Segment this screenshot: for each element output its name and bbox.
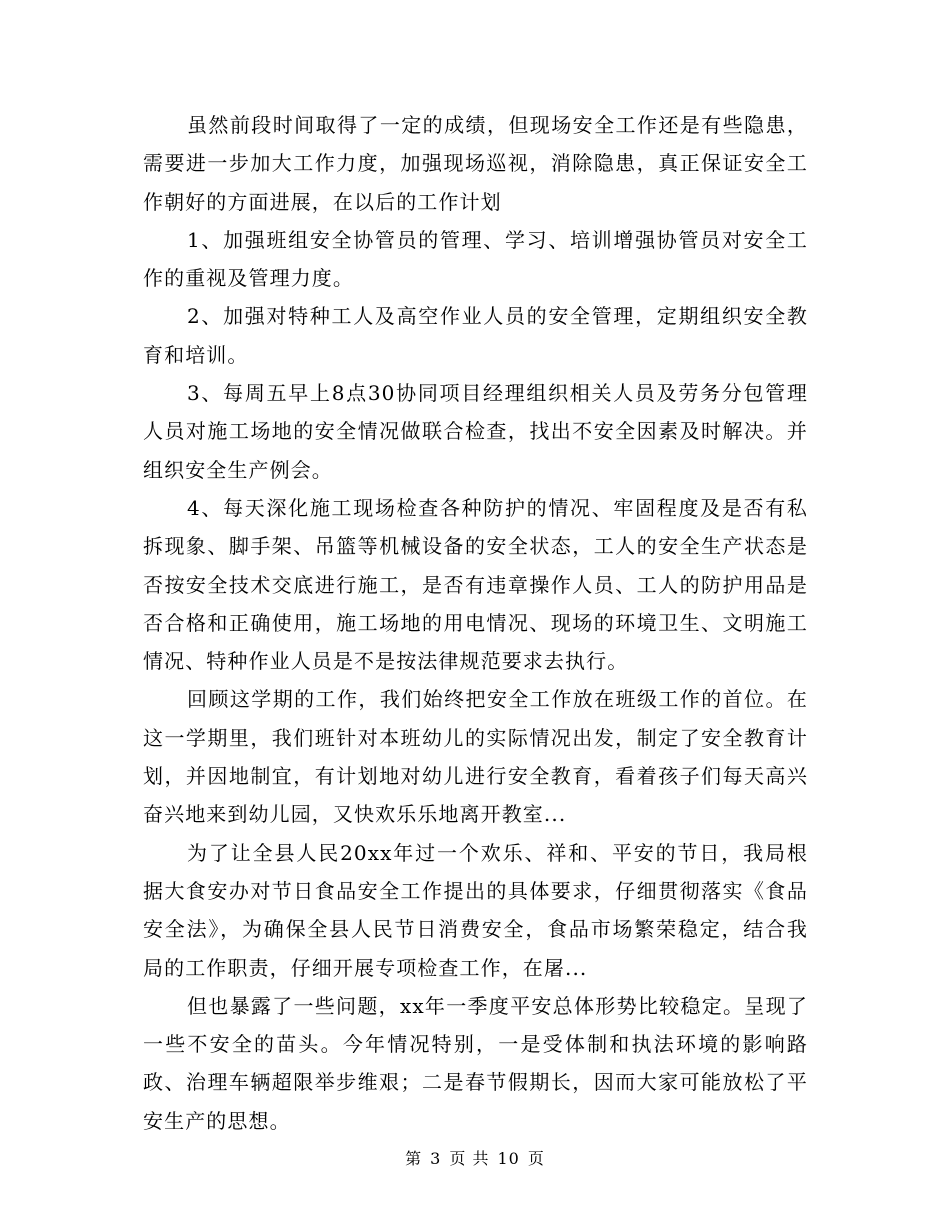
current-page-number: 3 (430, 1149, 442, 1168)
document-body (143, 106, 808, 1140)
paragraph-semester-review: 回顾这学期的工作，我们始终把安全工作放在班级工作的首位。在这一学期里，我们班针对本班幼儿的实际情况出发，制定了安全教育计划，并因地制宜，有计划地对幼儿进行安全教育，看着孩子们每天高兴奋兴地来到幼儿园，又快欢乐乐地离开教室... (143, 687, 808, 827)
page-number-suffix: 页 (527, 1149, 545, 1168)
page-number-prefix: 第 (405, 1149, 423, 1168)
page-footer (0, 1146, 950, 1169)
paragraph-safety-intro: 虽然前段时间取得了一定的成绩，但现场安全工作还是有些隐患，需要进一步加大工作力度，加强现场巡视，消除隐患，真正保证安全工作朝好的方面进展，在以后的工作计划 (143, 113, 808, 214)
paragraph-item-3: 3、每周五早上8点30协同项目经理组织相关人员及劳务分包管理人员对施工场地的安全情况做联合检查，找出不安全因素及时解决。并组织安全生产例会。 (143, 381, 808, 482)
paragraph-item-2: 2、加强对特种工人及高空作业人员的安全管理，定期组织安全教育和培训。 (143, 304, 808, 367)
page-number-middle: 页 共 (449, 1149, 490, 1168)
paragraph-food-safety: 为了让全县人民20xx年过一个欢乐、祥和、平安的节日，我局根据大食安办对节日食品安全工作提出的具体要求，仔细贯彻落实《食品安全法》，为确保全县人民节日消费安全，食品市场繁荣稳定，结合我局的工作职责，仔细开展专项检查工作，在屠... (143, 840, 808, 980)
paragraph-item-1: 1、加强班组安全协管员的管理、学习、培训增强协管员对安全工作的重视及管理力度。 (143, 227, 808, 291)
paragraph-item-4: 4、每天深化施工现场检查各种防护的情况、牢固程度及是否有私拆现象、脚手架、吊篮等机械设备的安全状态，工人的安全生产状态是否按安全技术交底进行施工，是否有违章操作人员、工人的防护用品是否合格和正确使用，施工场地的用电情况、现场的环境卫生、文明施工情况、特种作业人员是不是按法律规范要求去执行。 (143, 495, 808, 674)
paragraph-issues: 但也暴露了一些问题，xx年一季度平安总体形势比较稳定。呈现了一些不安全的苗头。今年情况特别，一是受体制和执法环境的影响路政、治理车辆超限举步维艰；二是春节假期长，因而大家可能放松了平安生产的思想。 (143, 993, 808, 1133)
total-page-number: 10 (497, 1149, 520, 1168)
